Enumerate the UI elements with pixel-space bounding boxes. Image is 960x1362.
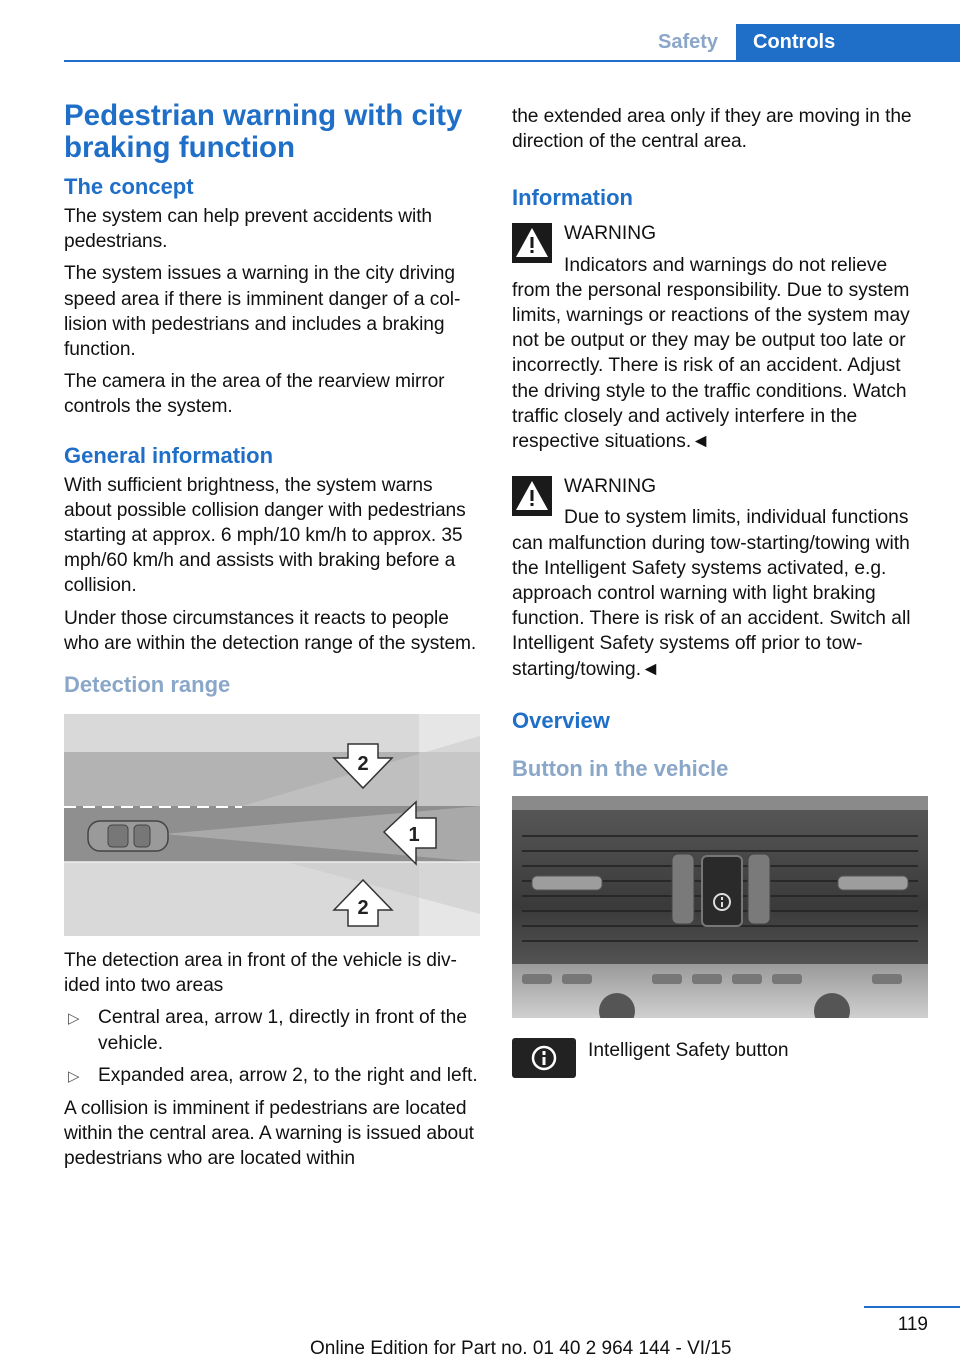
page-number: 119 xyxy=(897,1314,928,1335)
intelligent-safety-row xyxy=(512,1038,928,1078)
detection-range-figure xyxy=(64,714,480,936)
footer-rule xyxy=(864,1306,960,1308)
concept-paragraph: The system can help prevent accidents with pedestrians. xyxy=(64,206,433,253)
warning-icon xyxy=(512,476,552,516)
general-paragraph: With sufficient brightness, the system warns about possible collision danger with pedestrians starting at approx. 6 mph/10 km/h to approx. 35 mph/60 km/h and assists with braking before a collision. xyxy=(64,474,466,597)
list-item xyxy=(64,1063,480,1089)
vehicle-button-photo xyxy=(512,796,928,1018)
list-item xyxy=(64,1005,480,1055)
car-icon xyxy=(88,821,168,851)
right-column xyxy=(512,104,928,1078)
triangle-bullet-icon: ▷ xyxy=(68,1010,80,1028)
concept-paragraph: The camera in the area of the rearview mirror controls the system. xyxy=(64,371,445,418)
detection-list xyxy=(64,1005,480,1089)
warning-text-first-line: Indicators and warnings do not relieve xyxy=(564,254,888,276)
warning-block xyxy=(512,221,928,454)
edition-note: Online Edition for Part no. 01 40 2 964 144 - VI/15 xyxy=(310,1338,732,1359)
intelligent-safety-label: Intelligent Safety button xyxy=(588,1039,789,1061)
intelligent-safety-icon xyxy=(512,1038,576,1078)
general-heading: General information xyxy=(64,442,274,468)
tab-controls[interactable]: Controls xyxy=(736,24,960,61)
left-column xyxy=(64,100,480,1179)
warning-block xyxy=(512,474,928,682)
concept-heading: The concept xyxy=(64,174,194,199)
arrow-1-label: 1 xyxy=(408,824,420,847)
warning-title: WARNING xyxy=(564,476,657,498)
warning-text: can malfunction during tow-starting/towing with the Intelligent Safety systems activated, e.g. approach control warning with light braking function. There is risk of an accident. Switch all Intelligent Safety systems off prior to tow-starting/towing.◄ xyxy=(512,532,911,680)
page-title: Pedestrian warning with city braking function xyxy=(64,99,463,164)
tab-safety[interactable]: Safety xyxy=(657,31,719,53)
general-paragraph: Under those circumstances it reacts to people who are within the detection range of the system. xyxy=(64,607,477,654)
arrow-2-label: 2 xyxy=(357,753,369,776)
warning-title: WARNING xyxy=(564,223,657,245)
arrow-2-label: 2 xyxy=(357,897,369,920)
list-item-text: Central area, arrow 1, directly in front of the vehicle. xyxy=(98,1007,467,1054)
header-rule xyxy=(64,60,960,62)
overview-heading: Overview xyxy=(512,707,610,733)
triangle-bullet-icon: ▷ xyxy=(68,1067,80,1085)
detection-paragraph: The detection area in front of the vehicle is divided into two areas xyxy=(64,950,457,997)
warning-text-first-line: Due to system limits, individual functions xyxy=(564,507,909,529)
warning-icon xyxy=(512,223,552,263)
concept-paragraph: The system issues a warning in the city driving speed area if there is imminent danger of a collision with pedestrians and includes a braking function. xyxy=(64,263,461,361)
button-heading: Button in the vehicle xyxy=(512,755,729,781)
list-item-text: Expanded area, arrow 2, to the right and left. xyxy=(98,1064,478,1086)
continued-paragraph: the extended area only if they are moving in the direction of the central area. xyxy=(512,106,912,153)
detection-paragraph: A collision is imminent if pedestrians are located within the central area. A warning is issued about pedestrians who are located within xyxy=(64,1098,474,1170)
information-heading: Information xyxy=(512,185,633,211)
detection-heading: Detection range xyxy=(64,672,231,698)
warning-text: from the personal responsibility. Due to system limits, warnings or reactions of the system may not be output or they may be output too late or incorrectly. There is risk of an accident. Adjust the driving style to the traffic conditions. Watch traffic closely and actively interfere in the respective situations.◄ xyxy=(512,279,910,453)
